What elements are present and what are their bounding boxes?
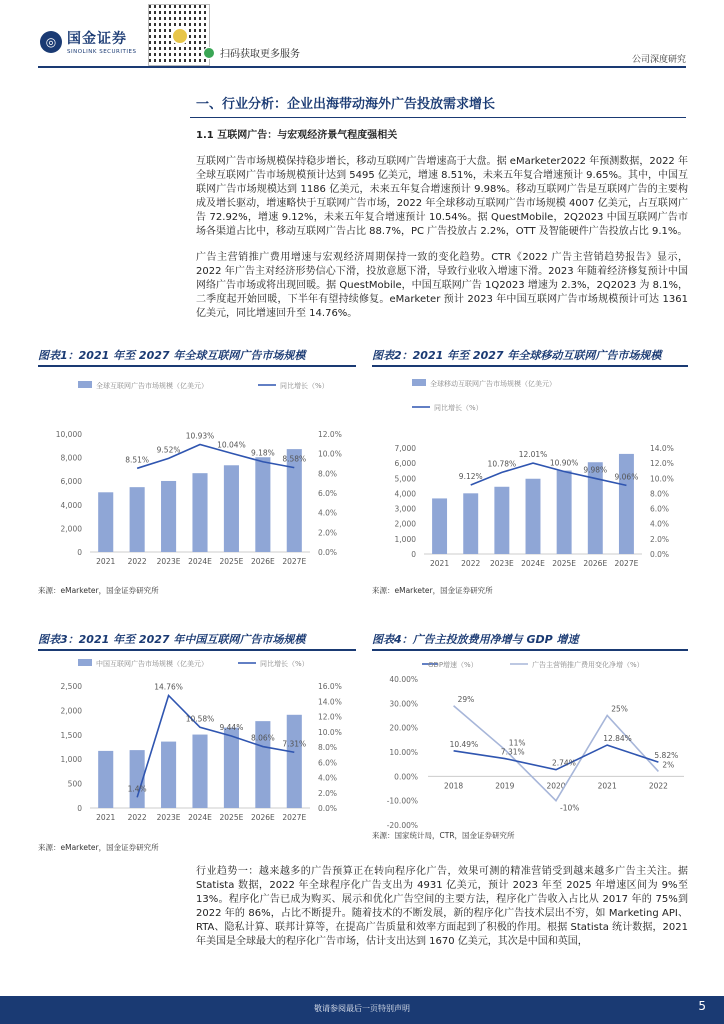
y-left-tick: 2,000 (60, 524, 82, 534)
y-right-tick: 8.0% (318, 743, 338, 752)
legend-label-line: 同比增长（%） (434, 404, 483, 412)
y-right-tick: 14.0% (650, 444, 674, 453)
header-divider (38, 66, 686, 68)
fig3-divider (38, 649, 356, 651)
bar-2023E (161, 481, 176, 552)
ad-data-label: 2% (662, 760, 675, 770)
paragraph-2: 广告主营销推广费用增速与宏观经济周期保持一致的变化趋势。CTR《2022 广告主营销趋势报告》显示，2022 年广告主对经济形势信心下滑，投放意愿下滑，导致行业收入增速下滑。2023 年随着经济修复预计中国网络广告市场或将出现回暖。据 QuestMobile，中国互联网广告 1Q2023 增速为 2.3%，2Q2023 为 8.1%，二季度起开始回暖，下半年有望持续修复。eMarketer 预计 2023 年中国互联网广告市场规模预计可达 1361 亿美元，同比增速回升至 14.76%。 (196, 252, 688, 319)
y-right-tick: 4.0% (318, 508, 338, 518)
line-data-label: 10.58% (185, 714, 215, 724)
line-data-label: 12.01% (518, 450, 548, 460)
line-data-label: 9.52% (156, 445, 181, 455)
fig4-chart (372, 652, 688, 836)
x-tick: 2024E (521, 559, 545, 568)
company-logo (40, 28, 136, 55)
paragraph-3: 行业趋势一：越来越多的广告预算正在转向程序化广告，效果可测的精准营销受到越来越多广告主关注。据 Statista 数据，2022 年全球程序化广告支出为 4931 亿美元，预计 2023 年至 2025 年增速区间为 9%至 13%。程序化广告已成为购买、展示和优化广告空间的主要方法，程序化广告收入占比从 2017 年的 75%到 2022 年的 86%，占比不断提升。随着技术的不断发展，新的程序化广告技术层出不穷，如 Marketing API、RTA、隐私计算、联邦计算等，在提高广告质量和效率方面起到了积极的作用。根据 Statista 统计数据，2021 年美国是全球最大的程序化广告市场，估计支出达到 1670 亿美元，其次是中国和英国， (196, 866, 688, 947)
line-data-label: 9.98% (583, 465, 608, 475)
y-tick: 0.00% (394, 772, 418, 782)
line-data-label: 7.31% (282, 739, 307, 749)
qr-code-icon[interactable] (148, 4, 210, 66)
x-tick: 2026E (250, 557, 275, 566)
y-left-tick: 3,000 (394, 504, 416, 514)
y-tick: -20.00% (386, 821, 418, 830)
y-left-tick: 10,000 (55, 430, 82, 439)
y-tick: 20.00% (389, 723, 418, 733)
x-tick: 2020 (546, 781, 566, 791)
y-right-tick: 8.0% (318, 469, 338, 479)
logo-cn: 国金证券 (67, 31, 127, 47)
y-tick: -10.00% (386, 796, 418, 806)
y-left-tick: 7,000 (394, 444, 416, 453)
bar-2025E (224, 728, 239, 808)
page-number: 5 (698, 999, 706, 1013)
line-data-label: 10.93% (185, 431, 215, 441)
line-data-label: 1.4% (127, 784, 147, 794)
bar-2023E (494, 487, 509, 554)
wechat-badge-icon (203, 47, 215, 59)
line-data-label: 8.06% (250, 733, 275, 743)
bar-2021 (432, 498, 447, 554)
y-right-tick: 16.0% (318, 682, 342, 691)
x-tick: 2023E (489, 559, 514, 568)
gdp-data-label: 5.82% (654, 751, 679, 761)
qr-center-icon (171, 27, 189, 45)
bar-2021 (98, 492, 113, 552)
paragraph-1: 互联网广告市场规模保持稳步增长，移动互联网广告增速高于大盘。据 eMarketer2022 年预测数据，2022 年全球互联网广告市场规模预计达到 5495 亿美元，增速 8.51%，未来五年复合增速预计 9.65%。其中，中国互联网广告市场规模达到 1186 亿美元，未来五年复合增速预计 9.98%。移动互联网广告是互联网广告的主要构成及增长驱动，增速略快于互联网广告市场，2022 年全球移动互联网广告市场规模 4007 亿美元，占互联网广告 72.92%，增速 9.12%，未来五年复合增速预计 10.54%。据 QuestMobile，2Q2023 中国互联网广告市场各渠道占比中，移动互联网广告占比 88.7%，PC 广告投放占 2.2%，OTT 及智能硬件广告投放占比 9.1%。 (196, 156, 688, 237)
y-right-tick: 4.0% (318, 773, 338, 783)
legend-label-ad: 广告主营销推广费用变化净增（%） (532, 661, 644, 669)
x-tick: 2021 (96, 813, 116, 822)
fig2-title: 图表2：2021 年至 2027 年全球移动互联网广告市场规模 (372, 349, 662, 362)
y-right-tick: 12.0% (650, 459, 674, 469)
bar-2024E (526, 479, 541, 554)
x-tick: 2024E (188, 813, 212, 822)
line-data-label: 8.58% (282, 454, 307, 464)
x-tick: 2022 (461, 559, 481, 568)
y-right-tick: 14.0% (318, 697, 342, 707)
legend-swatch-bar (78, 659, 92, 666)
y-left-tick: 1,000 (60, 755, 82, 765)
y-left-tick: 8,000 (60, 453, 82, 463)
fig1-svg (38, 368, 356, 578)
x-tick: 2026E (250, 813, 275, 822)
legend-label-line: 同比增长（%） (280, 382, 329, 390)
logo-en: SINOLINK SECURITIES (67, 49, 137, 55)
y-left-tick: 2,500 (60, 682, 82, 691)
x-tick: 2027E (614, 559, 639, 568)
y-right-tick: 0.0% (318, 548, 338, 557)
bar-2026E (588, 462, 603, 554)
x-tick: 2019 (495, 781, 515, 791)
line-data-label: 10.90% (549, 458, 579, 468)
bar-2022 (463, 493, 478, 554)
y-right-tick: 2.0% (650, 534, 670, 544)
fig1-chart (38, 368, 356, 582)
gdp-data-label: 2.74% (552, 758, 576, 768)
y-right-tick: 12.0% (318, 430, 342, 439)
y-right-tick: 2.0% (318, 528, 338, 538)
bar-2024E (192, 735, 207, 808)
x-tick: 2027E (282, 557, 307, 566)
y-right-tick: 6.0% (650, 504, 670, 514)
y-left-tick: 0 (411, 550, 416, 559)
bar-2023E (161, 742, 176, 808)
y-right-tick: 6.0% (318, 758, 338, 768)
legend-label-bar: 中国互联网广告市场规模（亿美元） (96, 660, 208, 668)
y-left-tick: 2,000 (60, 706, 82, 716)
fig3-source: 来源：eMarketer，国金证券研究所 (38, 843, 159, 852)
footer-disclaimer: 敬请参阅最后一页特别声明 (314, 1004, 410, 1013)
x-tick: 2025E (219, 557, 244, 566)
gdp-data-label: 7.31% (500, 747, 525, 757)
ad-data-label: 29% (457, 694, 475, 704)
ad-data-label: -10% (560, 803, 580, 813)
y-left-tick: 0 (77, 804, 82, 813)
fig2-divider (372, 365, 688, 367)
x-tick: 2021 (96, 557, 116, 566)
x-tick: 2025E (219, 813, 244, 822)
fig4-source: 来源：国家统计局，CTR，国金证券研究所 (372, 831, 515, 840)
y-tick: 40.00% (389, 675, 418, 684)
y-tick: 30.00% (389, 699, 418, 709)
x-tick: 2018 (444, 781, 464, 791)
y-right-tick: 6.0% (318, 489, 338, 498)
bar-2027E (287, 449, 302, 552)
y-right-tick: 8.0% (650, 489, 670, 499)
line-data-label: 8.51% (125, 455, 150, 465)
fig4-divider (372, 649, 688, 651)
scan-prompt: 扫码获取更多服务 (220, 49, 300, 60)
y-right-tick: 4.0% (650, 519, 670, 529)
y-left-tick: 4,000 (394, 489, 416, 499)
line-data-label: 10.78% (487, 459, 517, 469)
bar-2021 (98, 751, 113, 808)
y-left-tick: 6,000 (60, 477, 82, 487)
y-right-tick: 2.0% (318, 788, 338, 798)
line-data-label: 9.06% (614, 472, 639, 482)
y-right-tick: 10.0% (318, 449, 342, 459)
y-left-tick: 5,000 (394, 474, 416, 484)
y-left-tick: 500 (67, 779, 82, 789)
line-data-label: 9.12% (458, 471, 483, 481)
y-right-tick: 12.0% (318, 712, 342, 722)
bar-2025E (224, 465, 239, 552)
y-tick: 10.00% (389, 748, 418, 757)
x-tick: 2022 (127, 813, 147, 822)
x-tick: 2026E (583, 559, 608, 568)
legend-label-line: 同比增长（%） (260, 660, 309, 668)
x-tick: 2027E (282, 813, 307, 822)
line-data-label: 9.44% (219, 723, 244, 733)
bar-2027E (287, 715, 302, 808)
x-tick: 2022 (648, 781, 668, 791)
legend-label-gdp: GDP增速（%） (428, 661, 478, 669)
ad-data-label: 25% (611, 704, 628, 714)
y-right-tick: 0.0% (318, 804, 338, 813)
legend-swatch-bar (78, 381, 92, 388)
x-tick: 2021 (430, 559, 450, 568)
gdp-data-label: 12.84% (603, 734, 632, 744)
line-data-label: 9.18% (250, 448, 275, 458)
fig2-svg (372, 368, 688, 578)
report-type: 公司深度研究 (631, 55, 686, 65)
fig2-source: 来源：eMarketer，国金证券研究所 (372, 586, 493, 595)
section-divider (190, 117, 686, 118)
legend-label-bar: 全球移动互联网广告市场规模（亿美元） (430, 380, 556, 388)
x-tick: 2024E (188, 557, 212, 566)
line-data-label: 10.04% (217, 440, 246, 450)
y-left-tick: 2,000 (394, 519, 416, 529)
fig1-source: 来源：eMarketer，国金证券研究所 (38, 586, 159, 595)
fig3-title: 图表3：2021 年至 2027 年中国互联网广告市场规模 (38, 633, 306, 646)
y-right-tick: 10.0% (650, 474, 674, 484)
y-right-tick: 0.0% (650, 550, 670, 559)
fig1-divider (38, 365, 356, 367)
x-tick: 2023E (156, 557, 181, 566)
bar-2022 (130, 487, 145, 552)
legend-label-bar: 全球互联网广告市场规模（亿美元） (96, 382, 208, 390)
bar-2025E (557, 471, 572, 554)
x-tick: 2022 (127, 557, 147, 566)
logo-icon: ◎ (40, 31, 62, 53)
y-left-tick: 0 (77, 548, 82, 557)
growth-line (137, 695, 294, 797)
fig3-chart (38, 652, 356, 836)
bar-2027E (619, 454, 634, 554)
legend-swatch-bar (412, 379, 426, 386)
x-tick: 2025E (552, 559, 577, 568)
ad-data-label: 11% (508, 738, 526, 748)
fig3-svg (38, 652, 356, 832)
bar-2024E (192, 473, 207, 552)
subsection-title: 1.1 互联网广告：与宏观经济景气程度强相关 (196, 130, 398, 141)
fig2-chart (372, 368, 688, 582)
y-left-tick: 1,000 (394, 534, 416, 544)
fig4-svg (372, 652, 688, 832)
gdp-data-label: 10.49% (449, 739, 479, 749)
y-left-tick: 6,000 (394, 459, 416, 469)
fig1-title: 图表1：2021 年至 2027 年全球互联网广告市场规模 (38, 349, 306, 362)
y-left-tick: 1,500 (60, 730, 82, 740)
y-left-tick: 4,000 (60, 500, 82, 510)
y-right-tick: 10.0% (318, 727, 342, 737)
x-tick: 2021 (597, 781, 617, 791)
line-data-label: 14.76% (154, 682, 183, 692)
section-title: 一、行业分析：企业出海带动海外广告投放需求增长 (196, 97, 496, 112)
x-tick: 2023E (156, 813, 181, 822)
fig4-title: 图表4：广告主投放费用净增与 GDP 增速 (372, 633, 579, 646)
bar-2026E (255, 457, 270, 552)
